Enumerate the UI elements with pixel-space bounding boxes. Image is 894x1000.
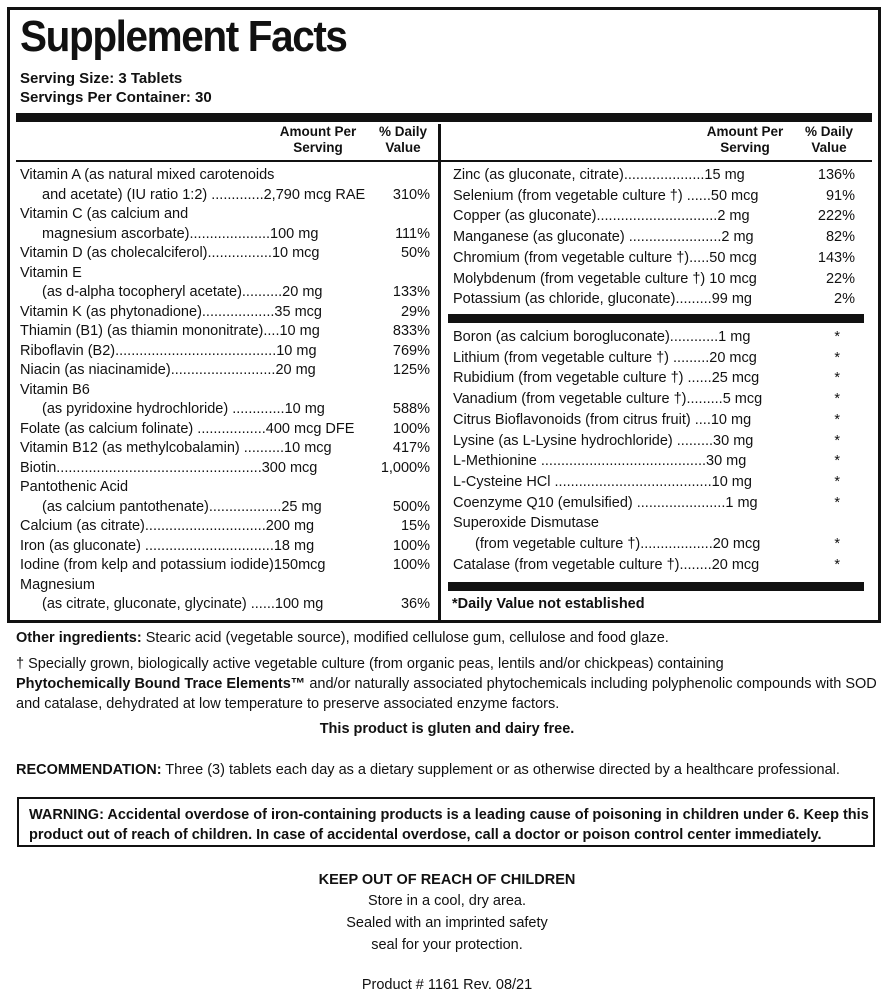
left-amount-header (258, 124, 378, 156)
nutrient-row-text: Vitamin A (as natural mixed carotenoids (20, 167, 275, 183)
nutrient-row-daily-value: 100% (392, 537, 430, 554)
nutrient-row-text: Superoxide Dismutase (453, 515, 599, 532)
nutrient-row-daily-value: 143% (817, 249, 855, 266)
nutrient-row-text: Iodine (from kelp and potassium iodide)150mcg (20, 557, 326, 573)
nutrient-row-daily-value: 100% (392, 557, 430, 573)
nutrient-row-daily-value: 222% (817, 208, 855, 225)
nutrient-row-text: Chromium (from vegetable culture †).....50 mcg (453, 249, 757, 266)
nutrient-row-daily-value: 136% (817, 167, 855, 183)
nutrient-row-daily-value: 1,000% (380, 459, 430, 476)
amount-header-line2: Serving (293, 140, 343, 155)
right-header-rule (441, 160, 872, 162)
nutrient-row-daily-value: * (834, 370, 840, 387)
culture-note-part1: † Specially grown, biologically active vegetable culture (from organic peas, lentils and/or chickpeas) containing (16, 656, 724, 672)
dv-header-line1: % Daily (378, 124, 428, 139)
daily-value-note: *Daily Value not established (452, 596, 645, 612)
nutrient-row-daily-value: 111% (395, 225, 430, 242)
nutrient-row-daily-value: 22% (825, 270, 855, 287)
culture-note (16, 654, 878, 714)
nutrient-row-text: Vitamin E (20, 264, 82, 281)
nutrient-row-text: Selenium (from vegetable culture †) ......50 mcg (453, 187, 759, 204)
nutrient-row-text: Manganese (as gluconate) .......................2 mg (453, 229, 754, 246)
nutrient-row-text: magnesium ascorbate)....................100 mg (42, 225, 319, 242)
column-separator (438, 124, 441, 620)
dv-header-line1: % Daily (804, 124, 854, 139)
storage-line-2: Sealed with an imprinted safety (346, 915, 548, 931)
nutrient-row-text: Vitamin D (as cholecalciferol)................10 mcg (20, 245, 320, 261)
nutrient-row-text: Vitamin C (as calcium and (20, 206, 189, 222)
nutrient-row-text: Vitamin K (as phytonadione)..................35 mcg (20, 303, 322, 320)
keep-out-heading: KEEP OUT OF REACH OF CHILDREN (318, 872, 576, 888)
nutrient-row-text: Iron (as gluconate) ................................18 mg (20, 537, 315, 554)
nutrient-row-text: Vitamin B12 (as methylcobalamin) ..........10 mcg (20, 440, 332, 456)
amount-header-line1: Amount Per (706, 124, 784, 139)
nutrient-row-text: Magnesium (20, 576, 95, 593)
nutrient-row-text: Citrus Bioflavonoids (from citrus fruit) ....10 mg (453, 411, 752, 428)
nutrient-row-text: Vitamin B6 (20, 381, 90, 398)
warning-box (17, 797, 875, 847)
right-mid-thick-bar (448, 314, 864, 323)
recommendation-label: RECOMMENDATION: (16, 762, 162, 778)
dv-header-line2: Value (811, 140, 847, 155)
panel-title: Supplement Facts (20, 12, 347, 61)
nutrient-row-daily-value: 15% (400, 518, 430, 534)
nutrient-row-text: and acetate) (IU ratio 1:2) .............2,790 mcg RAE (42, 186, 366, 203)
nutrient-row-text: Catalase (from vegetable culture †)........20 mcg (453, 556, 760, 573)
nutrient-row-daily-value: 29% (400, 303, 430, 320)
nutrient-row-daily-value: 100% (392, 420, 430, 437)
nutrient-row-text: Riboflavin (B2)........................................10 mg (20, 342, 317, 359)
nutrient-row-text: Rubidium (from vegetable culture †) ......25 mcg (453, 370, 760, 387)
serving-size: Serving Size: 3 Tablets (20, 70, 183, 87)
recommendation (16, 760, 878, 780)
nutrient-row-text: Lysine (as L-Lysine hydrochloride) .........30 mg (453, 432, 754, 449)
left-header-rule (16, 160, 438, 162)
nutrient-row-text: Molybdenum (from vegetable culture †) 10 mcg (453, 270, 757, 287)
nutrient-row-text: Thiamin (B1) (as thiamin mononitrate)....10 mg (20, 323, 320, 339)
right-bottom-thick-bar (448, 582, 864, 591)
storage-line-1: Store in a cool, dry area. (368, 893, 526, 909)
culture-note-bold: Phytochemically Bound Trace Elements™ (16, 676, 306, 692)
warning-text: WARNING: Accidental overdose of iron-containing products is a leading cause of poisoning in children under 6. Keep this product out of reach of children. In case of accidental overdose, call a doctor or poison control center immediately. (29, 807, 869, 843)
nutrient-row-text: Copper (as gluconate)..............................2 mg (453, 208, 750, 225)
nutrient-row-text: Lithium (from vegetable culture †) .........20 mcg (453, 349, 757, 366)
other-ingredients-label: Other ingredients: (16, 630, 142, 646)
nutrient-row-text: Boron (as calcium borogluconate)............1 mg (453, 329, 751, 345)
nutrient-row-daily-value: 133% (392, 284, 430, 300)
nutrient-row-daily-value: 91% (825, 187, 855, 204)
nutrient-row-daily-value: 833% (392, 323, 430, 339)
left-dv-header (370, 124, 436, 156)
recommendation-text: Three (3) tablets each day as a dietary supplement or as otherwise directed by a healthcare professional. (161, 762, 840, 778)
supplement-facts-panel (7, 7, 881, 623)
nutrient-row-daily-value: * (834, 432, 840, 449)
amount-header-line1: Amount Per (279, 124, 357, 139)
nutrient-row-daily-value: 769% (392, 342, 430, 359)
nutrient-row-text: Folate (as calcium folinate) .................400 mcg DFE (20, 420, 355, 437)
header-thick-bar (16, 113, 872, 122)
nutrient-row-text: Calcium (as citrate)..............................200 mg (20, 518, 315, 534)
nutrient-row-text: (from vegetable culture †)..................20 mcg (475, 536, 761, 552)
nutrient-row-text: (as d-alpha tocopheryl acetate)..........20 mg (42, 284, 323, 300)
storage-line-3: seal for your protection. (371, 937, 523, 953)
nutrient-row-daily-value: * (834, 494, 840, 511)
nutrient-row-daily-value: * (834, 453, 840, 470)
servings-per-container: Servings Per Container: 30 (20, 89, 212, 106)
nutrient-row-daily-value: 588% (392, 401, 430, 417)
nutrient-row-daily-value: * (834, 556, 840, 573)
right-dv-header (796, 124, 862, 156)
nutrient-row-daily-value: 50% (400, 245, 430, 261)
nutrient-row-daily-value: 2% (834, 291, 855, 308)
nutrient-row-daily-value: * (834, 411, 840, 428)
nutrient-row-text: Zinc (as gluconate, citrate)....................15 mg (453, 167, 745, 183)
nutrient-row-daily-value: 36% (400, 596, 430, 612)
nutrient-row-text: Pantothenic Acid (20, 479, 129, 495)
dv-header-line2: Value (385, 140, 421, 155)
nutrient-row-text: L-Methionine .........................................30 mg (453, 453, 747, 470)
nutrient-row-daily-value: * (834, 391, 840, 408)
nutrient-row-text: Niacin (as niacinamide)..........................20 mg (20, 362, 316, 378)
nutrient-row-daily-value: * (834, 329, 840, 345)
nutrient-row-daily-value: * (834, 349, 840, 366)
nutrient-row-daily-value: 310% (392, 186, 430, 203)
nutrient-row-daily-value: 417% (392, 440, 430, 456)
nutrient-row-text: Coenzyme Q10 (emulsified) ......................1 mg (453, 494, 758, 511)
nutrient-row-daily-value: * (834, 536, 840, 552)
other-ingredients (16, 628, 878, 648)
right-amount-header (685, 124, 805, 156)
nutrient-row-text: Biotin...................................................300 mcg (20, 459, 318, 476)
nutrient-row-daily-value: 82% (825, 229, 855, 246)
nutrient-row-text: (as calcium pantothenate)..................25 mg (42, 498, 322, 515)
nutrient-row-daily-value: 125% (392, 362, 430, 378)
other-ingredients-text: Stearic acid (vegetable source), modified cellulose gum, cellulose and food glaze. (141, 630, 669, 646)
nutrient-row-text: (as citrate, gluconate, glycinate) ......100 mg (42, 596, 324, 612)
nutrient-row-daily-value: * (834, 473, 840, 490)
nutrient-row-text: L-Cysteine HCl .......................................10 mg (453, 473, 752, 490)
nutrient-row-text: (as pyridoxine hydrochloride) .............10 mg (42, 401, 325, 417)
nutrient-row-text: Potassium (as chloride, gluconate).........99 mg (453, 291, 752, 308)
product-number: Product # 1161 Rev. 08/21 (361, 977, 533, 993)
nutrient-row-text: Vanadium (from vegetable culture †).........5 mcg (453, 391, 763, 408)
amount-header-line2: Serving (720, 140, 770, 155)
gluten-note: This product is gluten and dairy free. (319, 721, 575, 737)
culture-note-part2: and/or naturally associated phytochemicals including polyphenolic compounds with SOD and catalase, dehydrated at low temperature to preserve associated enzyme factors. (16, 676, 877, 712)
nutrient-row-daily-value: 500% (392, 498, 430, 515)
